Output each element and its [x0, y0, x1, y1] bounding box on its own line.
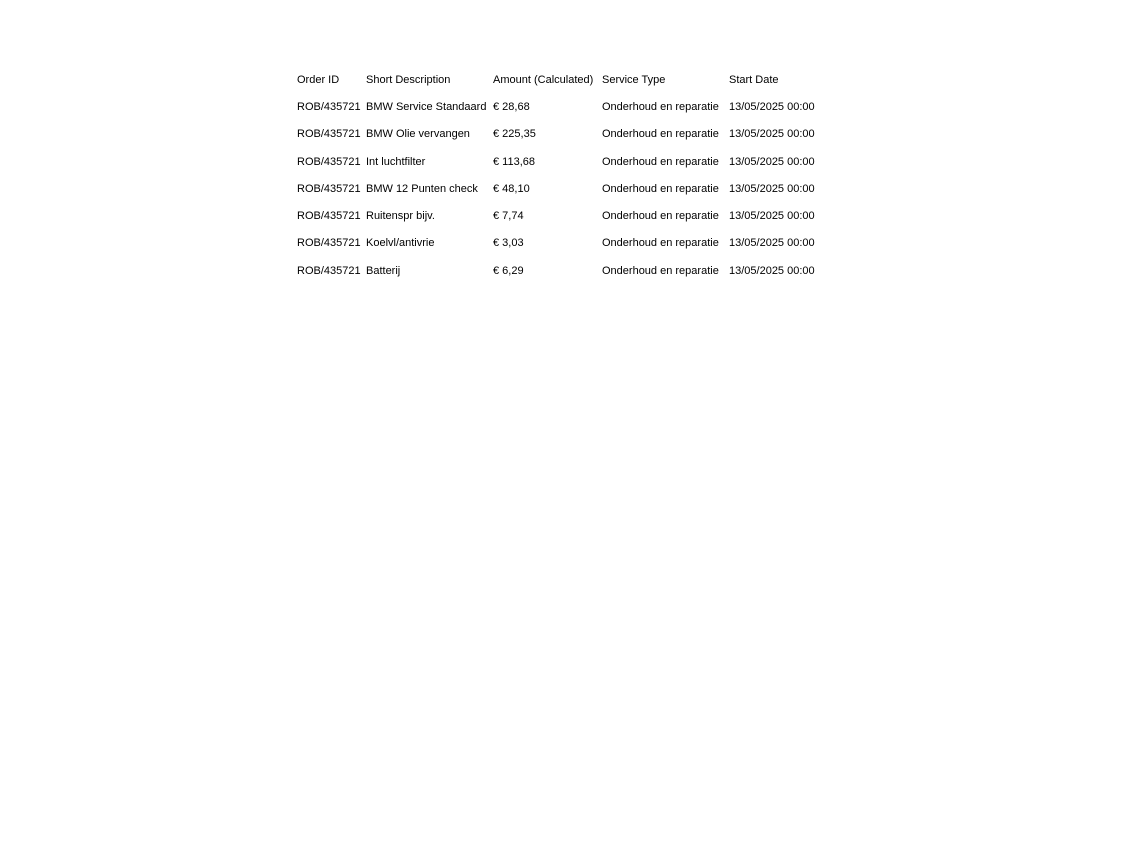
column-header-start-date: Start Date [729, 74, 779, 86]
start-date-cell: 13/05/2025 00:00 [729, 182, 815, 195]
table-header-row [297, 74, 819, 101]
start-date-cell: 13/05/2025 00:00 [729, 101, 815, 113]
short-description-cell: BMW 12 Punten check [366, 182, 478, 195]
short-description-cell: Batterij [366, 264, 401, 277]
short-description-cell: BMW Service Standaard [366, 101, 487, 113]
table-row [297, 265, 819, 292]
order-id-cell: ROB/435721 [297, 210, 361, 223]
start-date-cell: 13/05/2025 00:00 [729, 155, 815, 168]
table-row [297, 128, 819, 155]
service-type-cell: Onderhoud en reparatie [602, 101, 719, 113]
amount-cell: € 48,10 [493, 182, 530, 195]
order-id-cell: ROB/435721 [297, 237, 361, 250]
table-row [297, 156, 819, 183]
service-type-cell: Onderhoud en reparatie [602, 237, 719, 250]
service-type-cell: Onderhoud en reparatie [602, 182, 719, 195]
column-header-service-type: Service Type [602, 74, 666, 86]
service-type-cell: Onderhoud en reparatie [602, 264, 719, 277]
order-id-cell: ROB/435721 [297, 155, 361, 168]
start-date-cell: 13/05/2025 00:00 [729, 128, 815, 141]
report-container [297, 74, 819, 292]
column-header-order-id: Order ID [297, 74, 340, 86]
amount-cell: € 28,68 [493, 101, 530, 113]
start-date-cell: 13/05/2025 00:00 [729, 210, 815, 223]
amount-cell: € 3,03 [493, 237, 524, 250]
start-date-cell: 13/05/2025 00:00 [729, 264, 815, 277]
amount-cell: € 6,29 [493, 264, 524, 277]
short-description-cell: Int luchtfilter [366, 155, 426, 168]
order-id-cell: ROB/435721 [297, 128, 361, 141]
column-header-short-description: Short Description [366, 74, 451, 86]
start-date-cell: 13/05/2025 00:00 [729, 237, 815, 250]
amount-cell: € 113,68 [493, 155, 536, 168]
short-description-cell: Koelvl/antivrie [366, 237, 435, 250]
order-id-cell: ROB/435721 [297, 182, 361, 195]
order-id-cell: ROB/435721 [297, 264, 361, 277]
service-type-cell: Onderhoud en reparatie [602, 155, 719, 168]
service-type-cell: Onderhoud en reparatie [602, 128, 719, 141]
table-row [297, 101, 819, 128]
order-id-cell: ROB/435721 [297, 101, 361, 113]
amount-cell: € 225,35 [493, 128, 536, 141]
service-type-cell: Onderhoud en reparatie [602, 210, 719, 223]
table-row [297, 210, 819, 237]
short-description-cell: BMW Olie vervangen [366, 128, 470, 141]
short-description-cell: Ruitenspr bijv. [366, 210, 435, 223]
table-row [297, 237, 819, 264]
column-header-amount: Amount (Calculated) [493, 74, 594, 86]
table-row [297, 183, 819, 210]
amount-cell: € 7,74 [493, 210, 524, 223]
orders-table [297, 74, 819, 292]
